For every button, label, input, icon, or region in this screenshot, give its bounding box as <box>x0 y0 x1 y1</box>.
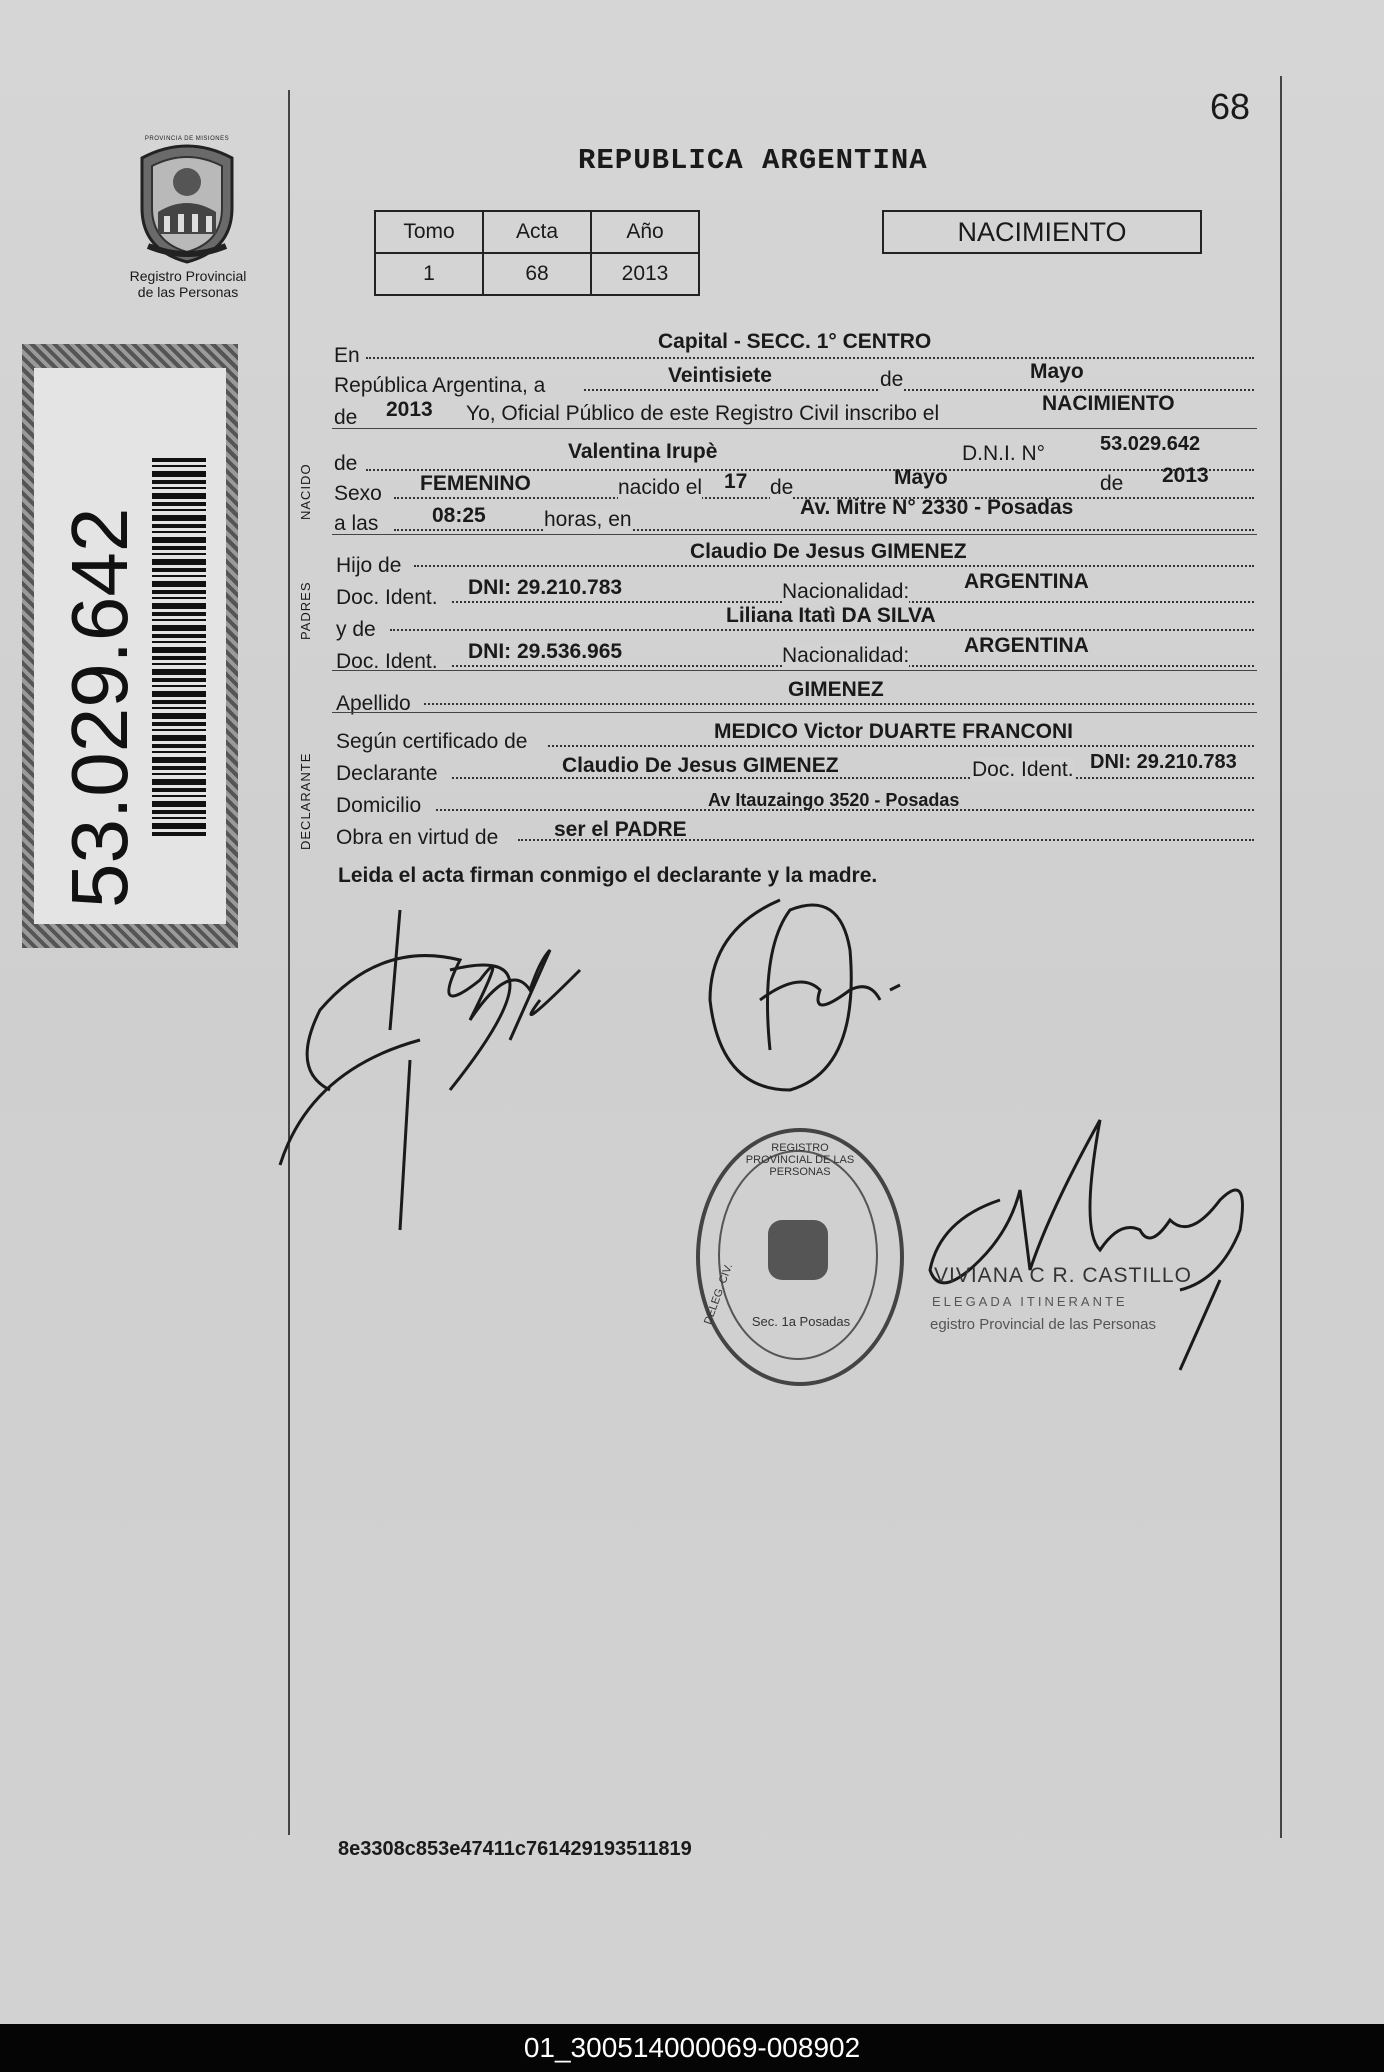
cert-value: MEDICO Victor DUARTE FRANCONI <box>714 720 1073 743</box>
birth-de-label: de <box>770 476 794 499</box>
document-title: REPUBLICA ARGENTINA <box>578 144 928 177</box>
father-doc-label: Doc. Ident. <box>336 586 438 609</box>
de-label-2: de <box>334 406 358 429</box>
y-de-label: y de <box>336 618 376 641</box>
official-stamp <box>696 1128 904 1386</box>
table-header-tomo: Tomo <box>375 211 483 253</box>
dni-label: D.N.I. N° <box>962 442 1046 465</box>
obra-label: Obra en virtud de <box>336 826 499 849</box>
side-label-nacido: NACIDO <box>298 463 313 520</box>
birth-time: 08:25 <box>432 504 486 527</box>
declarante-doc: DNI: 29.210.783 <box>1090 751 1237 773</box>
declarante-value: Claudio De Jesus GIMENEZ <box>562 754 839 777</box>
province-logo <box>128 138 246 266</box>
barcode <box>152 458 206 838</box>
hijo-de-label: Hijo de <box>336 554 402 577</box>
official-name: VIVIANA C R. CASTILLO <box>934 1264 1192 1287</box>
logo-caption-line1: Registro Provincial <box>129 268 247 284</box>
nacido-de-label: de <box>334 452 358 475</box>
nacido-el-label: nacido el <box>618 476 703 499</box>
mother-doc-label: Doc. Ident. <box>336 650 438 673</box>
horas-label: horas, en <box>544 508 632 531</box>
official-signature <box>920 1110 1260 1380</box>
table-value-ano: 2013 <box>591 253 699 295</box>
table-value-acta: 68 <box>483 253 591 295</box>
y-de-dots <box>390 628 1254 631</box>
declarant-signature <box>270 900 710 1240</box>
declarante-doc-label: Doc. Ident. <box>972 758 1074 781</box>
sexo-label: Sexo <box>334 482 382 505</box>
father-doc: DNI: 29.210.783 <box>468 576 623 599</box>
birth-place: Av. Mitre N° 2330 - Posadas <box>800 496 1074 519</box>
page-number: 68 <box>1210 86 1251 127</box>
table-header-ano: Año <box>591 211 699 253</box>
declarante-label: Declarante <box>336 762 438 785</box>
father-nac-label: Nacionalidad: <box>782 580 910 603</box>
document-hash: 8e3308c853e47411c761429193511819 <box>338 1838 692 1860</box>
mother-nac-label: Nacionalidad: <box>782 644 910 667</box>
logo-arc-text: PROVINCIA DE MISIONES <box>144 136 230 142</box>
right-margin-line <box>1280 76 1282 1838</box>
de-label-1: de <box>880 368 904 391</box>
side-label-padres: PADRES <box>298 581 313 640</box>
child-name: Valentina Irupè <box>568 440 718 463</box>
official-title: ELEGADA ITINERANTE <box>932 1294 1128 1309</box>
domicilio-value: Av Itauzaingo 3520 - Posadas <box>708 790 960 810</box>
table-value-tomo: 1 <box>375 253 483 295</box>
mother-nationality: ARGENTINA <box>964 634 1089 657</box>
record-type-box: NACIMIENTO <box>882 210 1202 254</box>
stamp-left-text: DELEG. CIV. <box>702 1262 736 1327</box>
a-las-label: a las <box>334 512 379 535</box>
en-label: En <box>334 344 360 367</box>
day-value: Veintisiete <box>668 364 772 387</box>
father-nationality: ARGENTINA <box>964 570 1089 593</box>
child-dni: 53.029.642 <box>1100 433 1201 455</box>
mother-signature <box>700 890 920 1100</box>
en-value: Capital - SECC. 1° CENTRO <box>658 330 932 353</box>
birth-month: Mayo <box>894 466 948 489</box>
republica-label: República Argentina, a <box>334 374 546 397</box>
stamp-emblem <box>768 1220 828 1280</box>
cert-dots <box>548 744 1254 747</box>
logo-caption-line2: de las Personas <box>137 284 239 300</box>
stamp-outer-text: REGISTRO PROVINCIAL DE LAS PERSONAS <box>745 1142 855 1178</box>
obra-value: ser el PADRE <box>554 818 687 841</box>
apellido-label: Apellido <box>336 692 411 715</box>
birth-day: 17 <box>724 470 748 493</box>
rule-2 <box>332 534 1257 535</box>
mother-name: Liliana Itatì DA SILVA <box>726 604 936 627</box>
cert-label: Según certificado de <box>336 730 528 753</box>
table-header-acta: Acta <box>483 211 591 253</box>
rule-4 <box>332 712 1257 713</box>
year-value: 2013 <box>386 398 433 421</box>
file-identifier-bar: 01_300514000069-008902 <box>0 2024 1384 2072</box>
dni-sticker <box>22 344 238 948</box>
coat-of-arms-icon <box>128 138 246 266</box>
dni-sticker-number: 53.029.642 <box>55 507 144 908</box>
republica-dots <box>584 388 1254 391</box>
yo-label: Yo, Oficial Público de este Registro Civil inscribo el <box>466 402 940 425</box>
nacido-name-dots <box>366 468 1254 471</box>
stamp-inner-text: Sec. 1a Posadas <box>751 1314 851 1329</box>
father-name: Claudio De Jesus GIMENEZ <box>690 540 967 563</box>
official-office: egistro Provincial de las Personas <box>930 1316 1156 1333</box>
birth-de-label-2: de <box>1100 472 1124 495</box>
hijo-dots <box>414 564 1254 567</box>
side-label-declarante: DECLARANTE <box>298 752 313 850</box>
mother-doc: DNI: 29.536.965 <box>468 640 623 663</box>
domicilio-label: Domicilio <box>336 794 422 817</box>
record-table <box>374 210 700 296</box>
birth-year: 2013 <box>1162 464 1209 487</box>
inscribo-value: NACIMIENTO <box>1042 392 1175 415</box>
a-las-dots <box>394 528 1254 531</box>
rule-1 <box>332 428 1257 429</box>
month-value: Mayo <box>1030 360 1084 383</box>
closing-statement: Leida el acta firman conmigo el declarante y la madre. <box>338 864 878 887</box>
en-dots <box>366 356 1254 359</box>
sexo-value: FEMENINO <box>420 472 531 495</box>
apellido-dots <box>424 702 1254 705</box>
apellido-value: GIMENEZ <box>788 678 884 701</box>
rule-3 <box>332 670 1257 671</box>
